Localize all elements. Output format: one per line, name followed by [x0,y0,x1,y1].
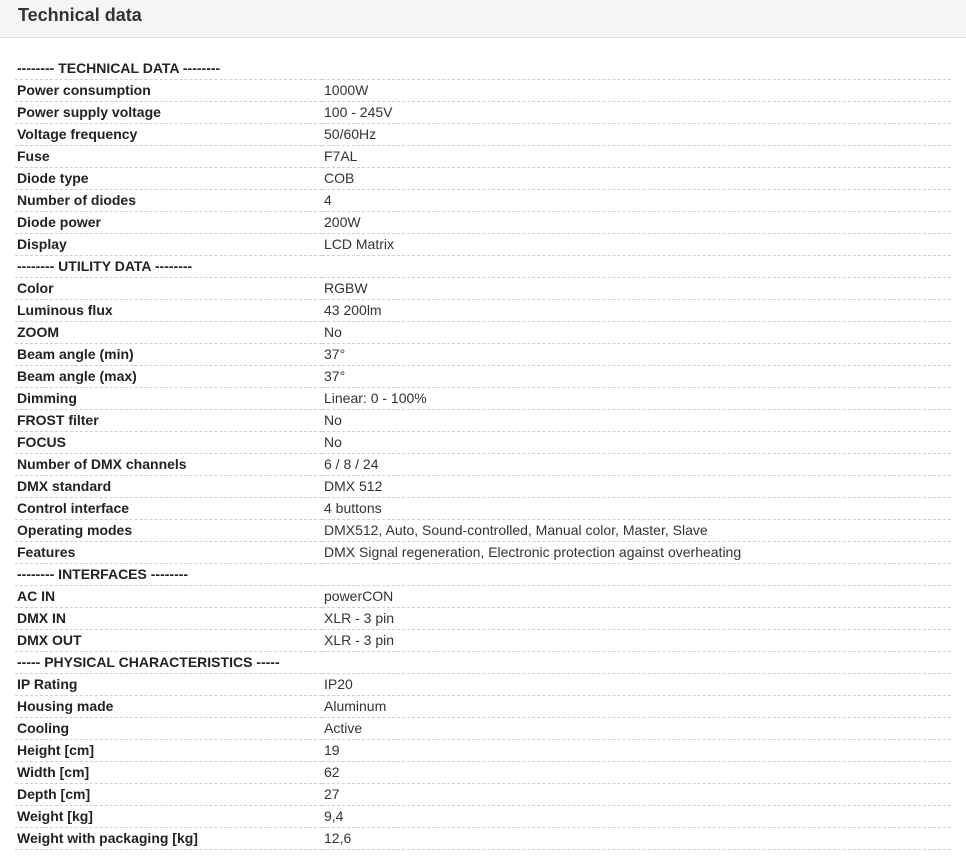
section-heading: -------- INTERFACES -------- [15,563,951,585]
spec-label: Depth [cm] [15,783,322,805]
spec-row [15,453,951,475]
spec-value: IP20 [322,673,951,695]
spec-value: 1000W [322,79,951,101]
spec-row [15,519,951,541]
spec-value: RGBW [322,277,951,299]
section-heading-row [15,563,951,585]
spec-label: Luminous flux [15,299,322,321]
spec-row [15,607,951,629]
spec-row [15,805,951,827]
spec-label: Fuse [15,145,322,167]
spec-row [15,321,951,343]
spec-value: 4 buttons [322,497,951,519]
spec-label: DMX IN [15,607,322,629]
spec-row [15,343,951,365]
spec-label: AC IN [15,585,322,607]
spec-row [15,783,951,805]
spec-value: XLR - 3 pin [322,607,951,629]
spec-value: COB [322,167,951,189]
section-heading-row [15,651,951,673]
spec-value: 200W [322,211,951,233]
spec-label: Voltage frequency [15,123,322,145]
spec-row [15,79,951,101]
spec-label: Housing made [15,695,322,717]
spec-row [15,585,951,607]
spec-value: powerCON [322,585,951,607]
spec-row [15,123,951,145]
spec-label: Height [cm] [15,739,322,761]
spec-value: Active [322,717,951,739]
spec-label: Number of DMX channels [15,453,322,475]
spec-row [15,717,951,739]
spec-label: Dimming [15,387,322,409]
spec-row [15,475,951,497]
spec-value: DMX 512 [322,475,951,497]
spec-label: Weight with packaging [kg] [15,827,322,849]
technical-data-body [15,57,951,849]
spec-label: DMX standard [15,475,322,497]
section-heading: ----- PHYSICAL CHARACTERISTICS ----- [15,651,951,673]
spec-row [15,497,951,519]
spec-row [15,409,951,431]
section-heading: -------- UTILITY DATA -------- [15,255,951,277]
spec-value: XLR - 3 pin [322,629,951,651]
spec-value: No [322,321,951,343]
spec-value: Linear: 0 - 100% [322,387,951,409]
spec-row [15,189,951,211]
spec-value: 50/60Hz [322,123,951,145]
spec-value: 19 [322,739,951,761]
spec-row [15,145,951,167]
spec-row [15,101,951,123]
spec-label: Diode type [15,167,322,189]
spec-row [15,233,951,255]
spec-label: Color [15,277,322,299]
spec-row [15,673,951,695]
spec-row [15,365,951,387]
spec-label: Number of diodes [15,189,322,211]
spec-value: 27 [322,783,951,805]
spec-value: 9,4 [322,805,951,827]
spec-value: DMX Signal regeneration, Electronic protection against overheating [322,541,951,563]
spec-label: Beam angle (min) [15,343,322,365]
spec-value: 12,6 [322,827,951,849]
spec-label: Power supply voltage [15,101,322,123]
spec-row [15,167,951,189]
section-heading-row [15,255,951,277]
spec-row [15,299,951,321]
spec-row [15,827,951,849]
spec-value: 37° [322,343,951,365]
section-heading: -------- TECHNICAL DATA -------- [15,57,951,79]
spec-label: Width [cm] [15,761,322,783]
spec-label: Cooling [15,717,322,739]
spec-label: Diode power [15,211,322,233]
spec-label: Power consumption [15,79,322,101]
spec-row [15,541,951,563]
spec-label: Beam angle (max) [15,365,322,387]
spec-value: 37° [322,365,951,387]
spec-value: 4 [322,189,951,211]
spec-label: IP Rating [15,673,322,695]
spec-value: 6 / 8 / 24 [322,453,951,475]
spec-value: Aluminum [322,695,951,717]
section-heading-row [15,57,951,79]
spec-label: Features [15,541,322,563]
spec-value: 62 [322,761,951,783]
spec-label: Operating modes [15,519,322,541]
spec-label: FOCUS [15,431,322,453]
spec-value: 43 200lm [322,299,951,321]
spec-value: 100 - 245V [322,101,951,123]
spec-label: Control interface [15,497,322,519]
spec-label: Weight [kg] [15,805,322,827]
spec-label: ZOOM [15,321,322,343]
spec-label: DMX OUT [15,629,322,651]
spec-row [15,739,951,761]
spec-row [15,695,951,717]
spec-value: DMX512, Auto, Sound-controlled, Manual color, Master, Slave [322,519,951,541]
spec-label: Display [15,233,322,255]
page-title: Technical data [18,5,142,25]
section-header [0,0,966,38]
spec-row [15,431,951,453]
spec-value: No [322,431,951,453]
spec-value: LCD Matrix [322,233,951,255]
technical-data-table [15,57,951,850]
spec-label: FROST filter [15,409,322,431]
spec-row [15,387,951,409]
spec-value: No [322,409,951,431]
spec-row [15,629,951,651]
spec-row [15,211,951,233]
spec-value: F7AL [322,145,951,167]
spec-row [15,761,951,783]
spec-row [15,277,951,299]
